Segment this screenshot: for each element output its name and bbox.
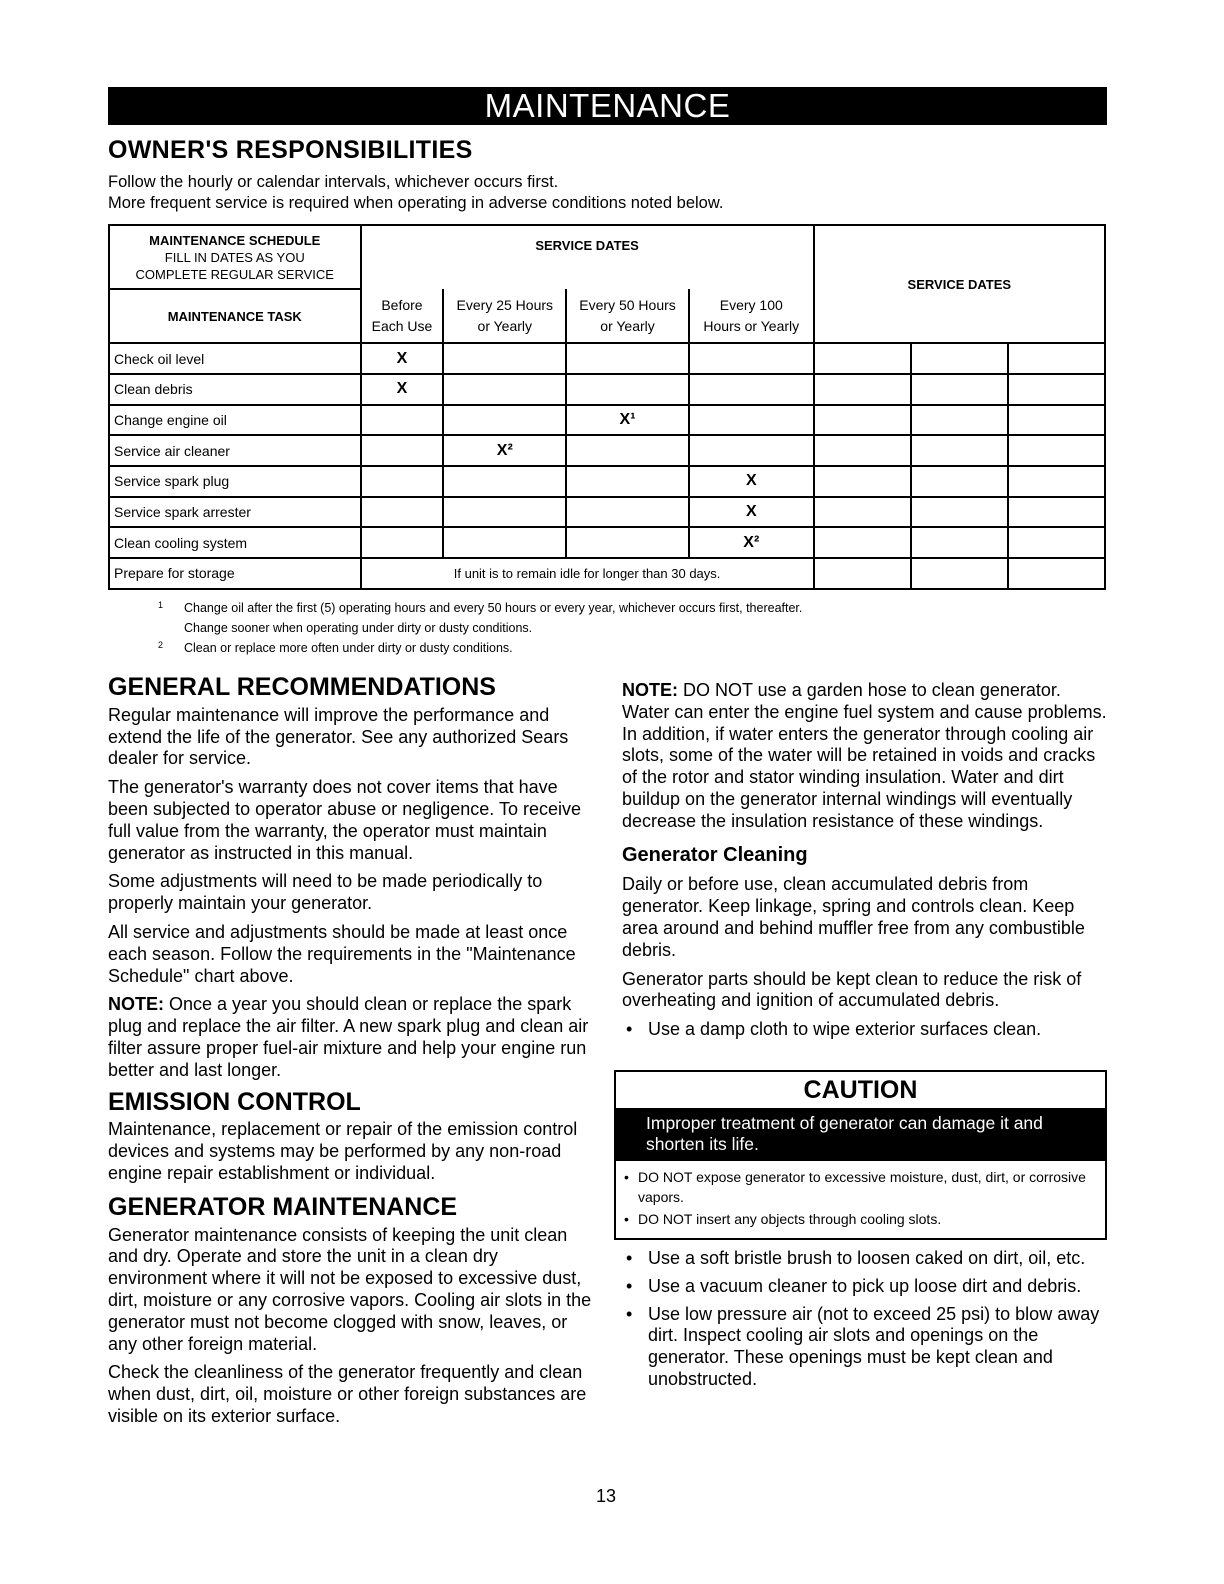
table-row <box>109 343 1105 374</box>
interval-mark-cell <box>689 435 814 466</box>
interval-mark-cell <box>566 466 689 497</box>
general-note: NOTE: Once a year you should clean or replace the spark plug and replace the air filter. A new spark plug and clean air filter assure proper fuel-air mixture and help your engine run better and last longer. <box>108 994 589 1080</box>
cleaning-bullet-4: • Use low pressure air (not to exceed 25 psi) to blow away dirt. Inspect cooling air slots and openings on the generator. These openings must be kept clean and unobstructed. <box>626 1303 1100 1389</box>
task-cell: Clean debris <box>109 374 361 405</box>
table-row <box>109 527 1105 558</box>
interval-mark-cell <box>689 405 814 436</box>
service-date-cell <box>814 497 912 528</box>
hose-note: NOTE: DO NOT use a garden hose to clean generator. Water can enter the engine fuel system and cause problems. In addition, if water enters the generator through cooling air slots, some of the water will be retained in voids and cracks of the rotor and stator winding insulation. Water and dirt buildup on the generator internal windings will eventually decrease the insulation resistance of these windings. <box>622 680 1107 831</box>
general-heading: GENERAL RECOMMENDATIONS <box>108 673 496 701</box>
service-date-cell <box>911 343 1008 374</box>
caution-warning: Improper treatment of generator can damage it and shorten its life. <box>616 1108 1105 1161</box>
service-date-cell <box>911 527 1008 558</box>
service-date-cell <box>814 527 912 558</box>
owners-heading: OWNER'S RESPONSIBILITIES <box>108 136 473 164</box>
service-date-cell <box>911 374 1008 405</box>
service-date-cell <box>814 405 912 436</box>
caution-list <box>616 1161 1105 1229</box>
interval-mark-cell <box>361 466 444 497</box>
cleaning-bullet-1: • Use a damp cloth to wipe exterior surfaces clean. <box>626 1019 1042 1040</box>
service-date-cell <box>814 343 912 374</box>
interval-mark: X² <box>743 533 760 551</box>
interval-mark-cell <box>689 466 814 497</box>
interval-mark-cell <box>361 405 444 436</box>
task-cell: Service air cleaner <box>109 435 361 466</box>
emission-heading: EMISSION CONTROL <box>108 1087 361 1116</box>
emission-p1: Maintenance, replacement or repair of the emission control devices and systems may be performed by any non-road engine repair establishment or individual. <box>108 1119 578 1183</box>
interval-mark-cell <box>566 343 689 374</box>
general-p2: The generator's warranty does not cover items that have been subjected to operator abuse or negligence. To receive full value from the warranty, the operator must maintain generator as instructed in this manual. <box>108 777 581 863</box>
caution-item-1: • DO NOT expose generator to excessive moisture, dust, dirt, or corrosive vapors. <box>624 1169 1086 1205</box>
service-date-cell <box>1008 374 1105 405</box>
table-row <box>109 497 1105 528</box>
service-date-cell <box>911 558 1008 589</box>
interval-mark-cell <box>443 527 566 558</box>
interval-mark-cell <box>566 527 689 558</box>
right-column-bullets <box>622 1248 1108 1397</box>
interval-mark: X <box>745 502 757 520</box>
schedule-subtitle-2: COMPLETE REGULAR SERVICE <box>135 266 334 282</box>
cleaning-p2: Generator parts should be kept clean to reduce the risk of overheating and ignition of accumulated debris. <box>622 968 1082 1011</box>
task-cell: Clean cooling system <box>109 527 361 558</box>
cleaning-heading: Generator Cleaning <box>622 843 808 866</box>
interval-header: Every 50 Hours or Yearly <box>566 289 689 343</box>
table-row <box>109 466 1105 497</box>
task-header-cell <box>109 289 361 343</box>
interval-mark-cell <box>361 343 444 374</box>
interval-mark: X <box>396 349 408 367</box>
task-cell: Prepare for storage <box>109 558 361 589</box>
owners-intro <box>108 172 723 214</box>
interval-mark-cell <box>443 466 566 497</box>
interval-mark-cell <box>689 497 814 528</box>
interval-mark-cell <box>443 435 566 466</box>
schedule-footnotes <box>152 598 802 658</box>
service-date-cell <box>1008 405 1105 436</box>
service-dates-header-right <box>814 225 1105 343</box>
service-date-cell <box>911 497 1008 528</box>
table-row <box>109 435 1105 466</box>
left-column <box>108 673 596 1435</box>
service-dates-label-left: SERVICE DATES <box>535 237 639 253</box>
interval-mark: X¹ <box>619 411 636 429</box>
owners-line-1: Follow the hourly or calendar intervals, whichever occurs first. <box>108 173 559 191</box>
general-p1: Regular maintenance will improve the performance and extend the life of the generator. See any authorized Sears dealer for service. <box>108 704 569 769</box>
storage-note: If unit is to remain idle for longer than 30 days. <box>361 558 814 589</box>
task-cell: Service spark arrester <box>109 497 361 528</box>
general-p3: Some adjustments will need to be made periodically to properly maintain your generator. <box>108 871 543 914</box>
task-header: MAINTENANCE TASK <box>167 309 302 325</box>
interval-mark-cell <box>361 374 444 405</box>
service-date-cell <box>1008 558 1105 589</box>
interval-mark-cell <box>689 374 814 405</box>
interval-header: Every 100 Hours or Yearly <box>689 289 814 343</box>
interval-mark-cell <box>689 527 814 558</box>
interval-mark-cell <box>361 527 444 558</box>
service-date-cell <box>1008 343 1105 374</box>
genmaint-p1: Generator maintenance consists of keeping the unit clean and dry. Operate and store the unit in a clean dry environment where it will not be exposed to excessive dust, dirt, moisture or any corrosive vapors. Cooling air slots in the generator must not become clogged with snow, leaves, or any other foreign material. <box>108 1224 592 1354</box>
service-date-cell <box>814 435 912 466</box>
task-cell: Service spark plug <box>109 466 361 497</box>
generator-maintenance-heading: GENERATOR MAINTENANCE <box>108 1192 458 1221</box>
task-cell: Check oil level <box>109 343 361 374</box>
cleaning-bullet-3: • Use a vacuum cleaner to pick up loose dirt and debris. <box>626 1275 1082 1296</box>
interval-mark-cell <box>443 343 566 374</box>
page-banner: MAINTENANCE <box>108 87 1107 125</box>
service-date-cell <box>1008 466 1105 497</box>
service-date-cell <box>911 435 1008 466</box>
interval-mark-cell <box>443 374 566 405</box>
schedule-title-cell <box>109 225 361 289</box>
page-number: 13 <box>596 1486 617 1506</box>
service-date-cell <box>911 405 1008 436</box>
service-date-cell <box>1008 435 1105 466</box>
interval-mark-cell <box>566 374 689 405</box>
interval-mark-cell <box>566 405 689 436</box>
interval-mark-cell <box>689 343 814 374</box>
table-row <box>109 558 1105 589</box>
footnote-1-cont: Change sooner when operating under dirty or dusty conditions. <box>184 621 533 635</box>
service-date-cell <box>814 374 912 405</box>
interval-mark-cell <box>443 405 566 436</box>
service-date-cell <box>1008 527 1105 558</box>
footnote-2: 2 Clean or replace more often under dirty or dusty conditions. <box>158 640 513 655</box>
right-column <box>622 680 1110 1047</box>
interval-mark: X <box>745 472 757 490</box>
footnote-1: 1 Change oil after the first (5) operating hours and every 50 hours or every year, whichever occurs first, thereafter. <box>158 600 803 615</box>
interval-header: Before Each Use <box>361 289 444 343</box>
schedule-title: MAINTENANCE SCHEDULE <box>149 232 321 248</box>
interval-mark: X <box>396 380 408 398</box>
table-row <box>109 374 1105 405</box>
interval-mark: X² <box>496 441 513 459</box>
caution-item-2: • DO NOT insert any objects through cooling slots. <box>624 1211 942 1227</box>
interval-mark-cell <box>566 497 689 528</box>
interval-mark-cell <box>361 497 444 528</box>
service-date-cell <box>1008 497 1105 528</box>
service-date-cell <box>814 558 912 589</box>
caution-title: CAUTION <box>803 1076 918 1104</box>
table-row <box>109 405 1105 436</box>
caution-box <box>614 1070 1107 1240</box>
task-cell: Change engine oil <box>109 405 361 436</box>
interval-mark-cell <box>443 497 566 528</box>
schedule-subtitle-1: FILL IN DATES AS YOU <box>164 249 305 265</box>
cleaning-bullet-2: • Use a soft bristle brush to loosen caked on dirt, oil, etc. <box>626 1248 1086 1268</box>
interval-header: Every 25 Hours or Yearly <box>443 289 566 343</box>
maintenance-schedule-table <box>108 224 1106 590</box>
service-date-cell <box>814 466 912 497</box>
owners-line-2: More frequent service is required when operating in adverse conditions noted below. <box>108 194 724 212</box>
interval-mark-cell <box>566 435 689 466</box>
cleaning-p1: Daily or before use, clean accumulated debris from generator. Keep linkage, spring and controls clean. Keep area around and behind muffler free from any combustible debris. <box>622 874 1085 960</box>
genmaint-p2: Check the cleanliness of the generator frequently and clean when dust, dirt, oil, moisture or other foreign substances are visible on its exterior surface. <box>108 1362 587 1426</box>
service-date-cell <box>911 466 1008 497</box>
service-dates-header-left <box>361 225 814 289</box>
service-dates-label-right: SERVICE DATES <box>907 277 1012 293</box>
interval-mark-cell <box>361 435 444 466</box>
general-p4: All service and adjustments should be made at least once each season. Follow the requirements in the "Maintenance Schedule" chart above. <box>108 921 576 986</box>
